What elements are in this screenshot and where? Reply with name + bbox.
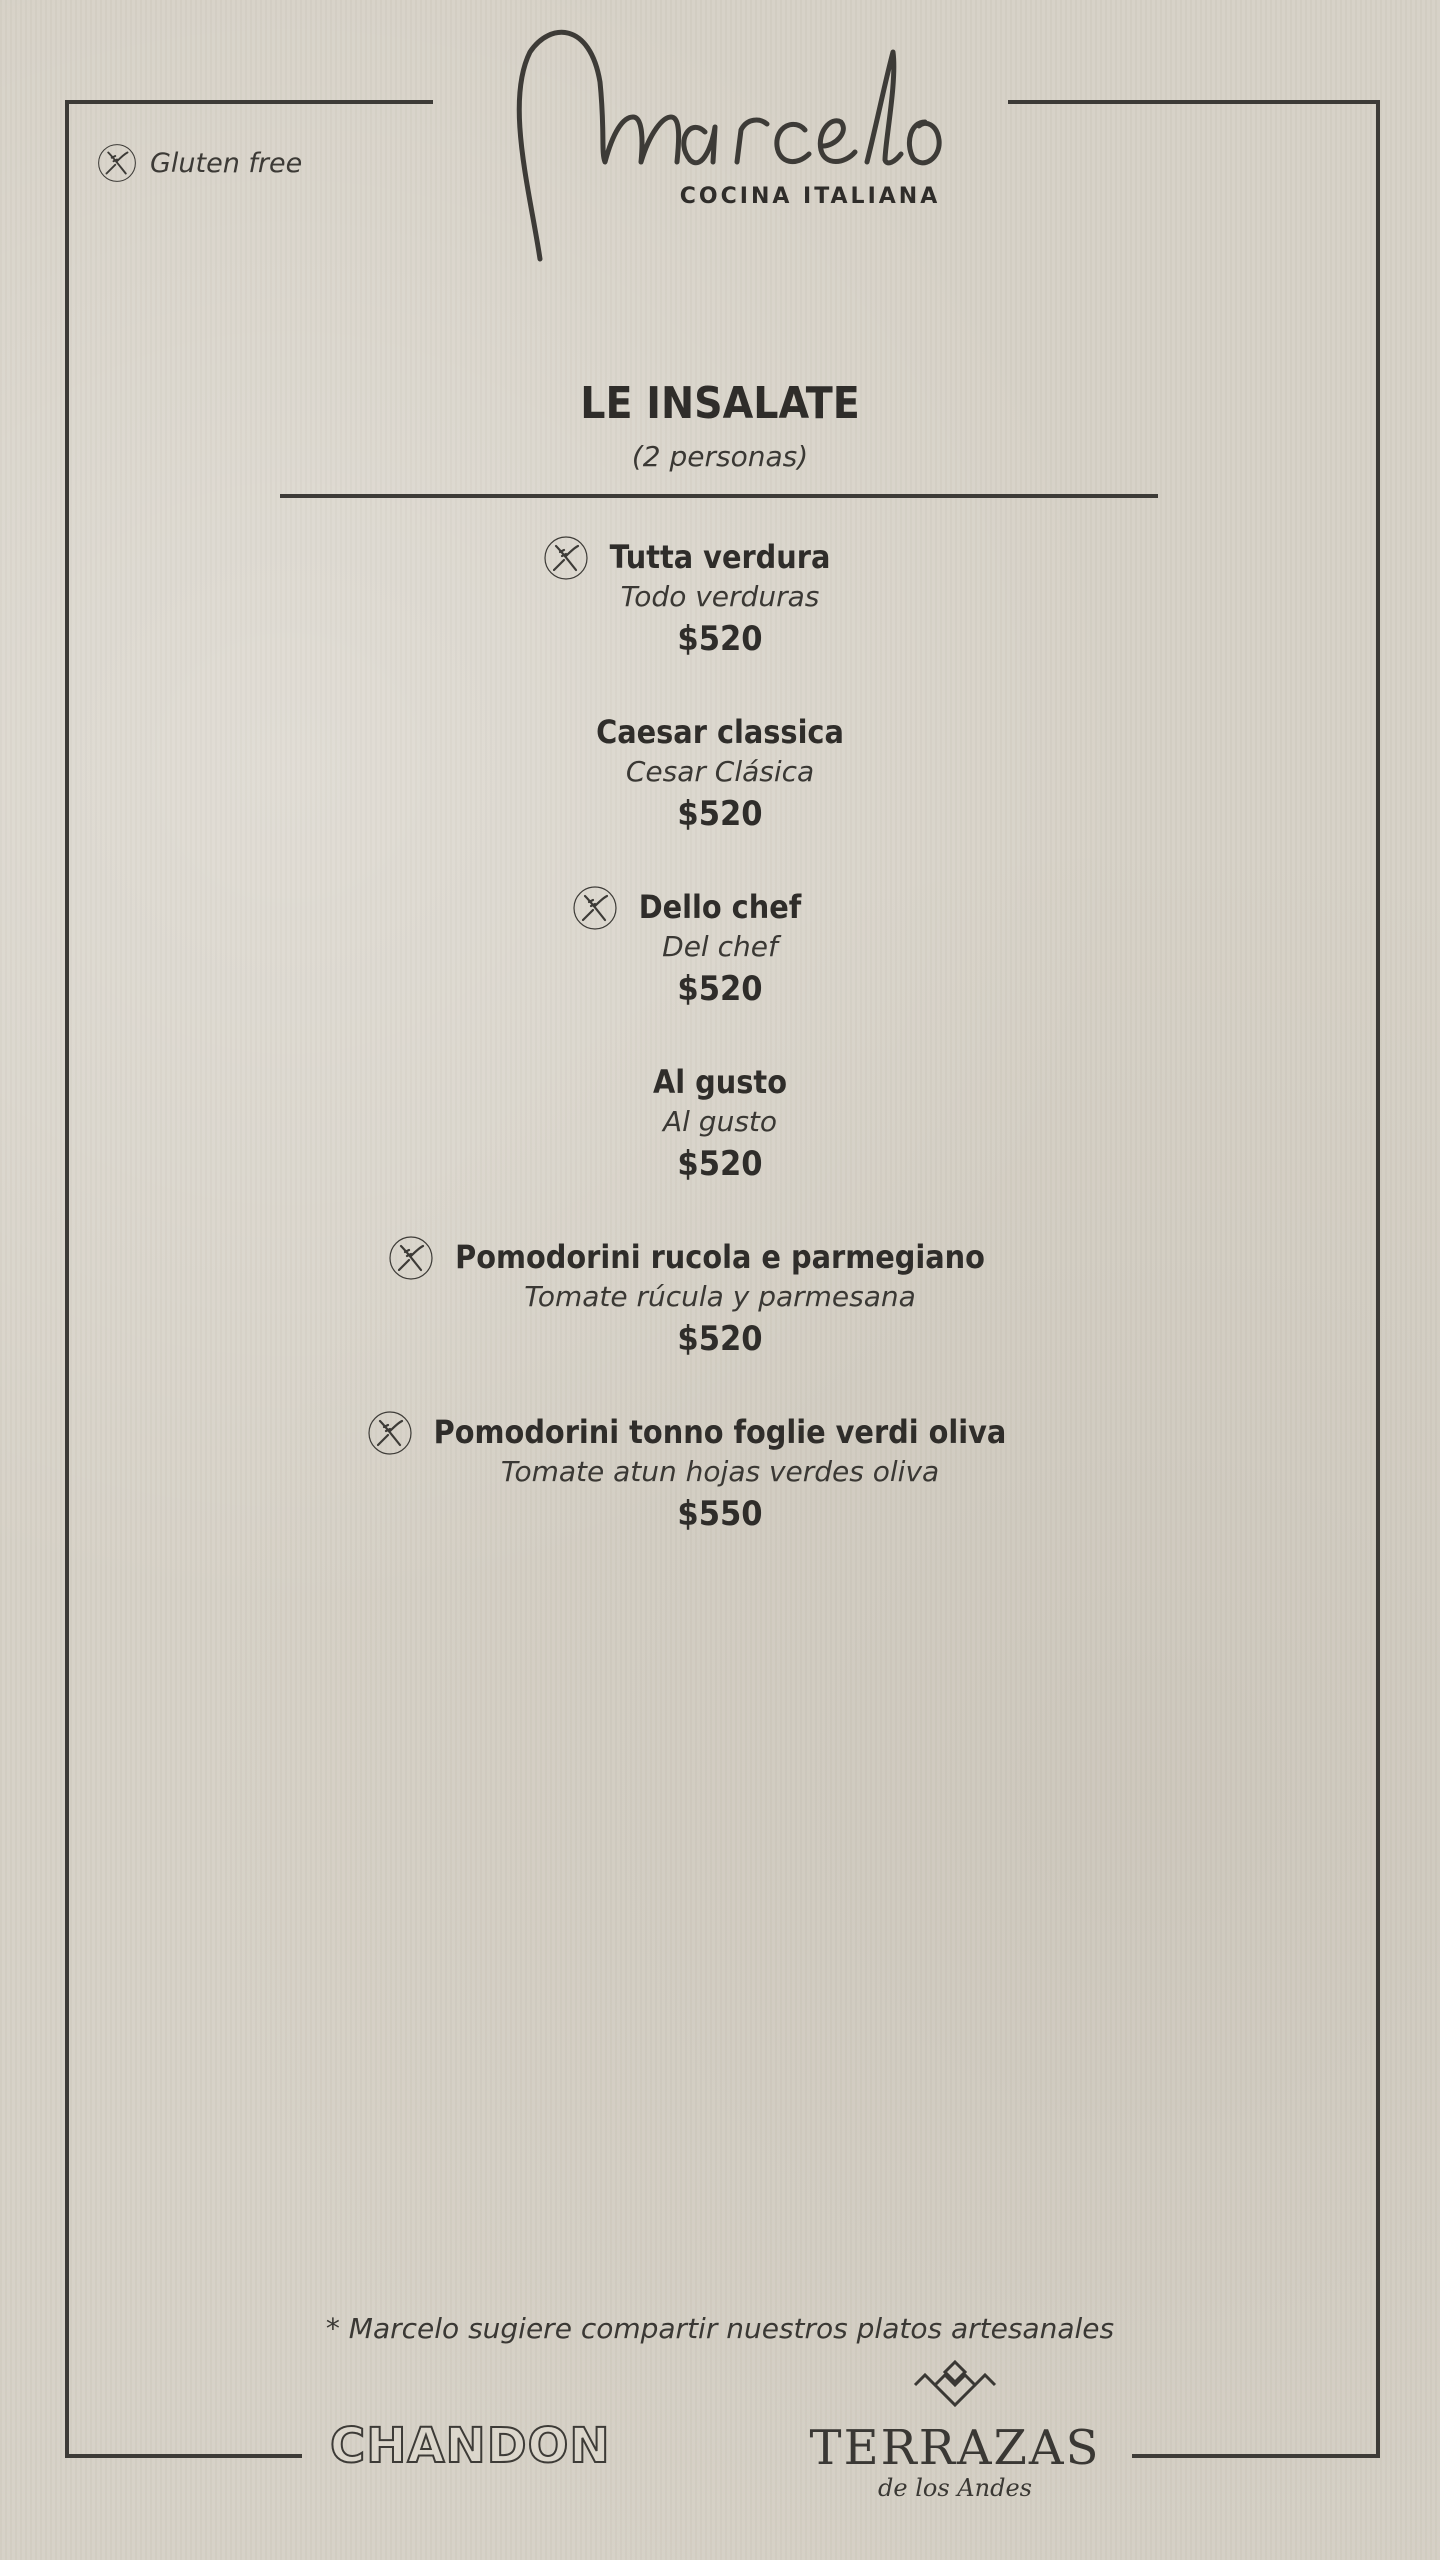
item-description: Tomate rúcula y parmesana bbox=[524, 1280, 916, 1313]
menu-item bbox=[0, 1413, 1440, 1534]
section-divider bbox=[280, 494, 1158, 498]
item-description: Del chef bbox=[662, 930, 778, 963]
gluten-free-legend bbox=[96, 142, 302, 184]
frame-top-left bbox=[65, 100, 433, 104]
item-price: $520 bbox=[677, 969, 763, 1009]
gluten-free-icon bbox=[542, 534, 590, 582]
frame-bottom-left bbox=[65, 2454, 302, 2458]
item-name: Pomodorini rucola e parmegiano bbox=[455, 1238, 985, 1276]
gluten-free-icon bbox=[571, 884, 619, 932]
item-price: $520 bbox=[677, 794, 763, 834]
item-price: $520 bbox=[677, 1319, 763, 1359]
footnote: * Marcelo sugiere compartir nuestros platos artesanales bbox=[325, 2312, 1115, 2345]
item-price: $520 bbox=[677, 1144, 763, 1184]
gluten-free-icon bbox=[96, 142, 138, 184]
frame-bottom-right bbox=[1132, 2454, 1380, 2458]
item-description: Al gusto bbox=[662, 1105, 778, 1138]
terrazas-subtitle: de los Andes bbox=[878, 2474, 1032, 2502]
item-price: $550 bbox=[677, 1494, 763, 1534]
menu-item bbox=[0, 1238, 1440, 1359]
menu-item bbox=[0, 888, 1440, 1009]
item-name: Al gusto bbox=[653, 1063, 787, 1101]
section-subtitle: (2 personas) bbox=[631, 440, 809, 473]
gluten-free-icon bbox=[387, 1234, 435, 1282]
menu-item bbox=[0, 1063, 1440, 1184]
section-title: LE INSALATE bbox=[580, 378, 860, 429]
legend-label: Gluten free bbox=[150, 147, 303, 179]
terrazas-emblem-icon bbox=[905, 2360, 1005, 2410]
terrazas-logo bbox=[795, 2360, 1115, 2510]
item-price: $520 bbox=[677, 619, 763, 659]
menu-item bbox=[0, 538, 1440, 659]
logo-subtitle: COCINA ITALIANA bbox=[679, 184, 941, 209]
chandon-logo: CHANDON bbox=[330, 2418, 611, 2474]
gluten-free-icon bbox=[366, 1409, 414, 1457]
item-name: Pomodorini tonno foglie verdi oliva bbox=[433, 1413, 1007, 1451]
item-name: Tutta verdura bbox=[609, 538, 831, 576]
terrazas-name: TERRAZAS bbox=[809, 2420, 1101, 2476]
marcelo-script-logo bbox=[505, 22, 965, 272]
item-description: Tomate atun hojas verdes oliva bbox=[500, 1455, 940, 1488]
restaurant-logo bbox=[505, 22, 965, 272]
item-name: Caesar classica bbox=[596, 713, 844, 751]
frame-top-right bbox=[1008, 100, 1380, 104]
item-name: Dello chef bbox=[638, 888, 802, 926]
menu-item bbox=[0, 713, 1440, 834]
item-description: Todo verduras bbox=[620, 580, 820, 613]
item-description: Cesar Clásica bbox=[625, 755, 815, 788]
